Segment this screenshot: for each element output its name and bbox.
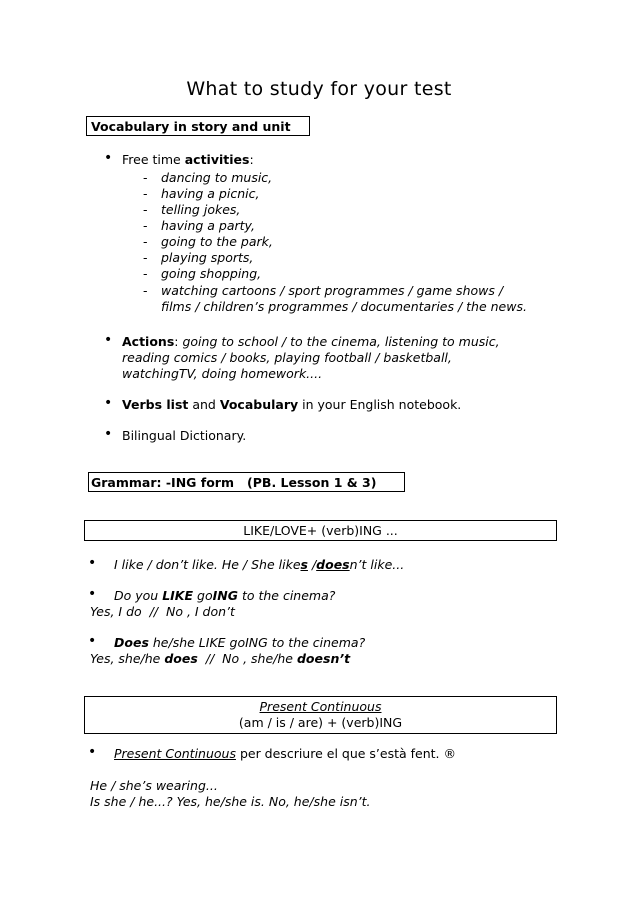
- bullet-icon: •: [104, 150, 113, 166]
- bullet-icon: •: [88, 633, 97, 649]
- dash-icon: -: [143, 218, 148, 233]
- actions-line-3: watchingTV, doing homework....: [122, 366, 323, 381]
- list-item: going to the park,: [161, 234, 273, 249]
- dash-icon: -: [143, 283, 148, 298]
- dash-icon: -: [143, 234, 148, 249]
- question-2: Does he/she LIKE goING to the cinema?: [114, 635, 366, 650]
- dictionary-line: Bilingual Dictionary.: [122, 428, 247, 443]
- list-item: telling jokes,: [161, 202, 241, 217]
- bullet-icon: •: [88, 586, 97, 602]
- present-continuous-formula: (am / is / are) + (verb)ING: [238, 715, 403, 730]
- free-time-line: Free time activities:: [122, 152, 254, 167]
- bullet-icon: •: [104, 332, 113, 348]
- vocab-heading: Vocabulary in story and unit: [91, 119, 291, 134]
- bullet-icon: •: [88, 555, 97, 571]
- vocab-heading-box: [86, 116, 310, 136]
- list-item: having a party,: [161, 218, 255, 233]
- present-continuous-line: Present Continuous per descriure el que s’està fent. ®: [114, 746, 456, 761]
- present-continuous-title: Present Continuous: [259, 699, 382, 714]
- list-item-continued: films / children’s programmes / documentaries / the news.: [161, 299, 527, 314]
- list-item: watching cartoons / sport programmes / game shows /: [161, 283, 504, 298]
- verbs-line: Verbs list and Vocabulary in your English notebook.: [122, 397, 462, 412]
- grammar-heading-box: [88, 472, 405, 492]
- question-1: Do you LIKE goING to the cinema?: [114, 588, 336, 603]
- dash-icon: -: [143, 266, 148, 281]
- dash-icon: -: [143, 170, 148, 185]
- list-item: dancing to music,: [161, 170, 273, 185]
- like-love-box: [84, 520, 557, 541]
- dash-icon: -: [143, 186, 148, 201]
- present-continuous-box: [84, 696, 557, 734]
- grammar-heading: Grammar: -ING form (PB. Lesson 1 & 3): [91, 475, 377, 490]
- actions-line-2: reading comics / books, playing football / basketball,: [122, 350, 452, 365]
- like-example: I like / don’t like. He / She likes /doesn’t like...: [114, 557, 405, 572]
- page-title: What to study for your test: [186, 78, 452, 100]
- bullet-icon: •: [104, 426, 113, 442]
- list-item: having a picnic,: [161, 186, 260, 201]
- dash-icon: -: [143, 250, 148, 265]
- list-item: going shopping,: [161, 266, 262, 281]
- answer-1: Yes, I do // No , I don’t: [90, 604, 235, 619]
- answer-2: Yes, she/he does // No , she/he doesn’t: [90, 651, 351, 666]
- like-love-formula: LIKE/LOVE+ (verb)ING ...: [243, 523, 398, 538]
- actions-line-1: Actions: going to school / to the cinema, listening to music,: [122, 334, 500, 349]
- bullet-icon: •: [88, 744, 97, 760]
- example-2: Is she / he...? Yes, he/she is. No, he/she isn’t.: [90, 794, 371, 809]
- bullet-icon: •: [104, 395, 113, 411]
- dash-icon: -: [143, 202, 148, 217]
- example-1: He / she’s wearing...: [90, 778, 218, 793]
- list-item: playing sports,: [161, 250, 254, 265]
